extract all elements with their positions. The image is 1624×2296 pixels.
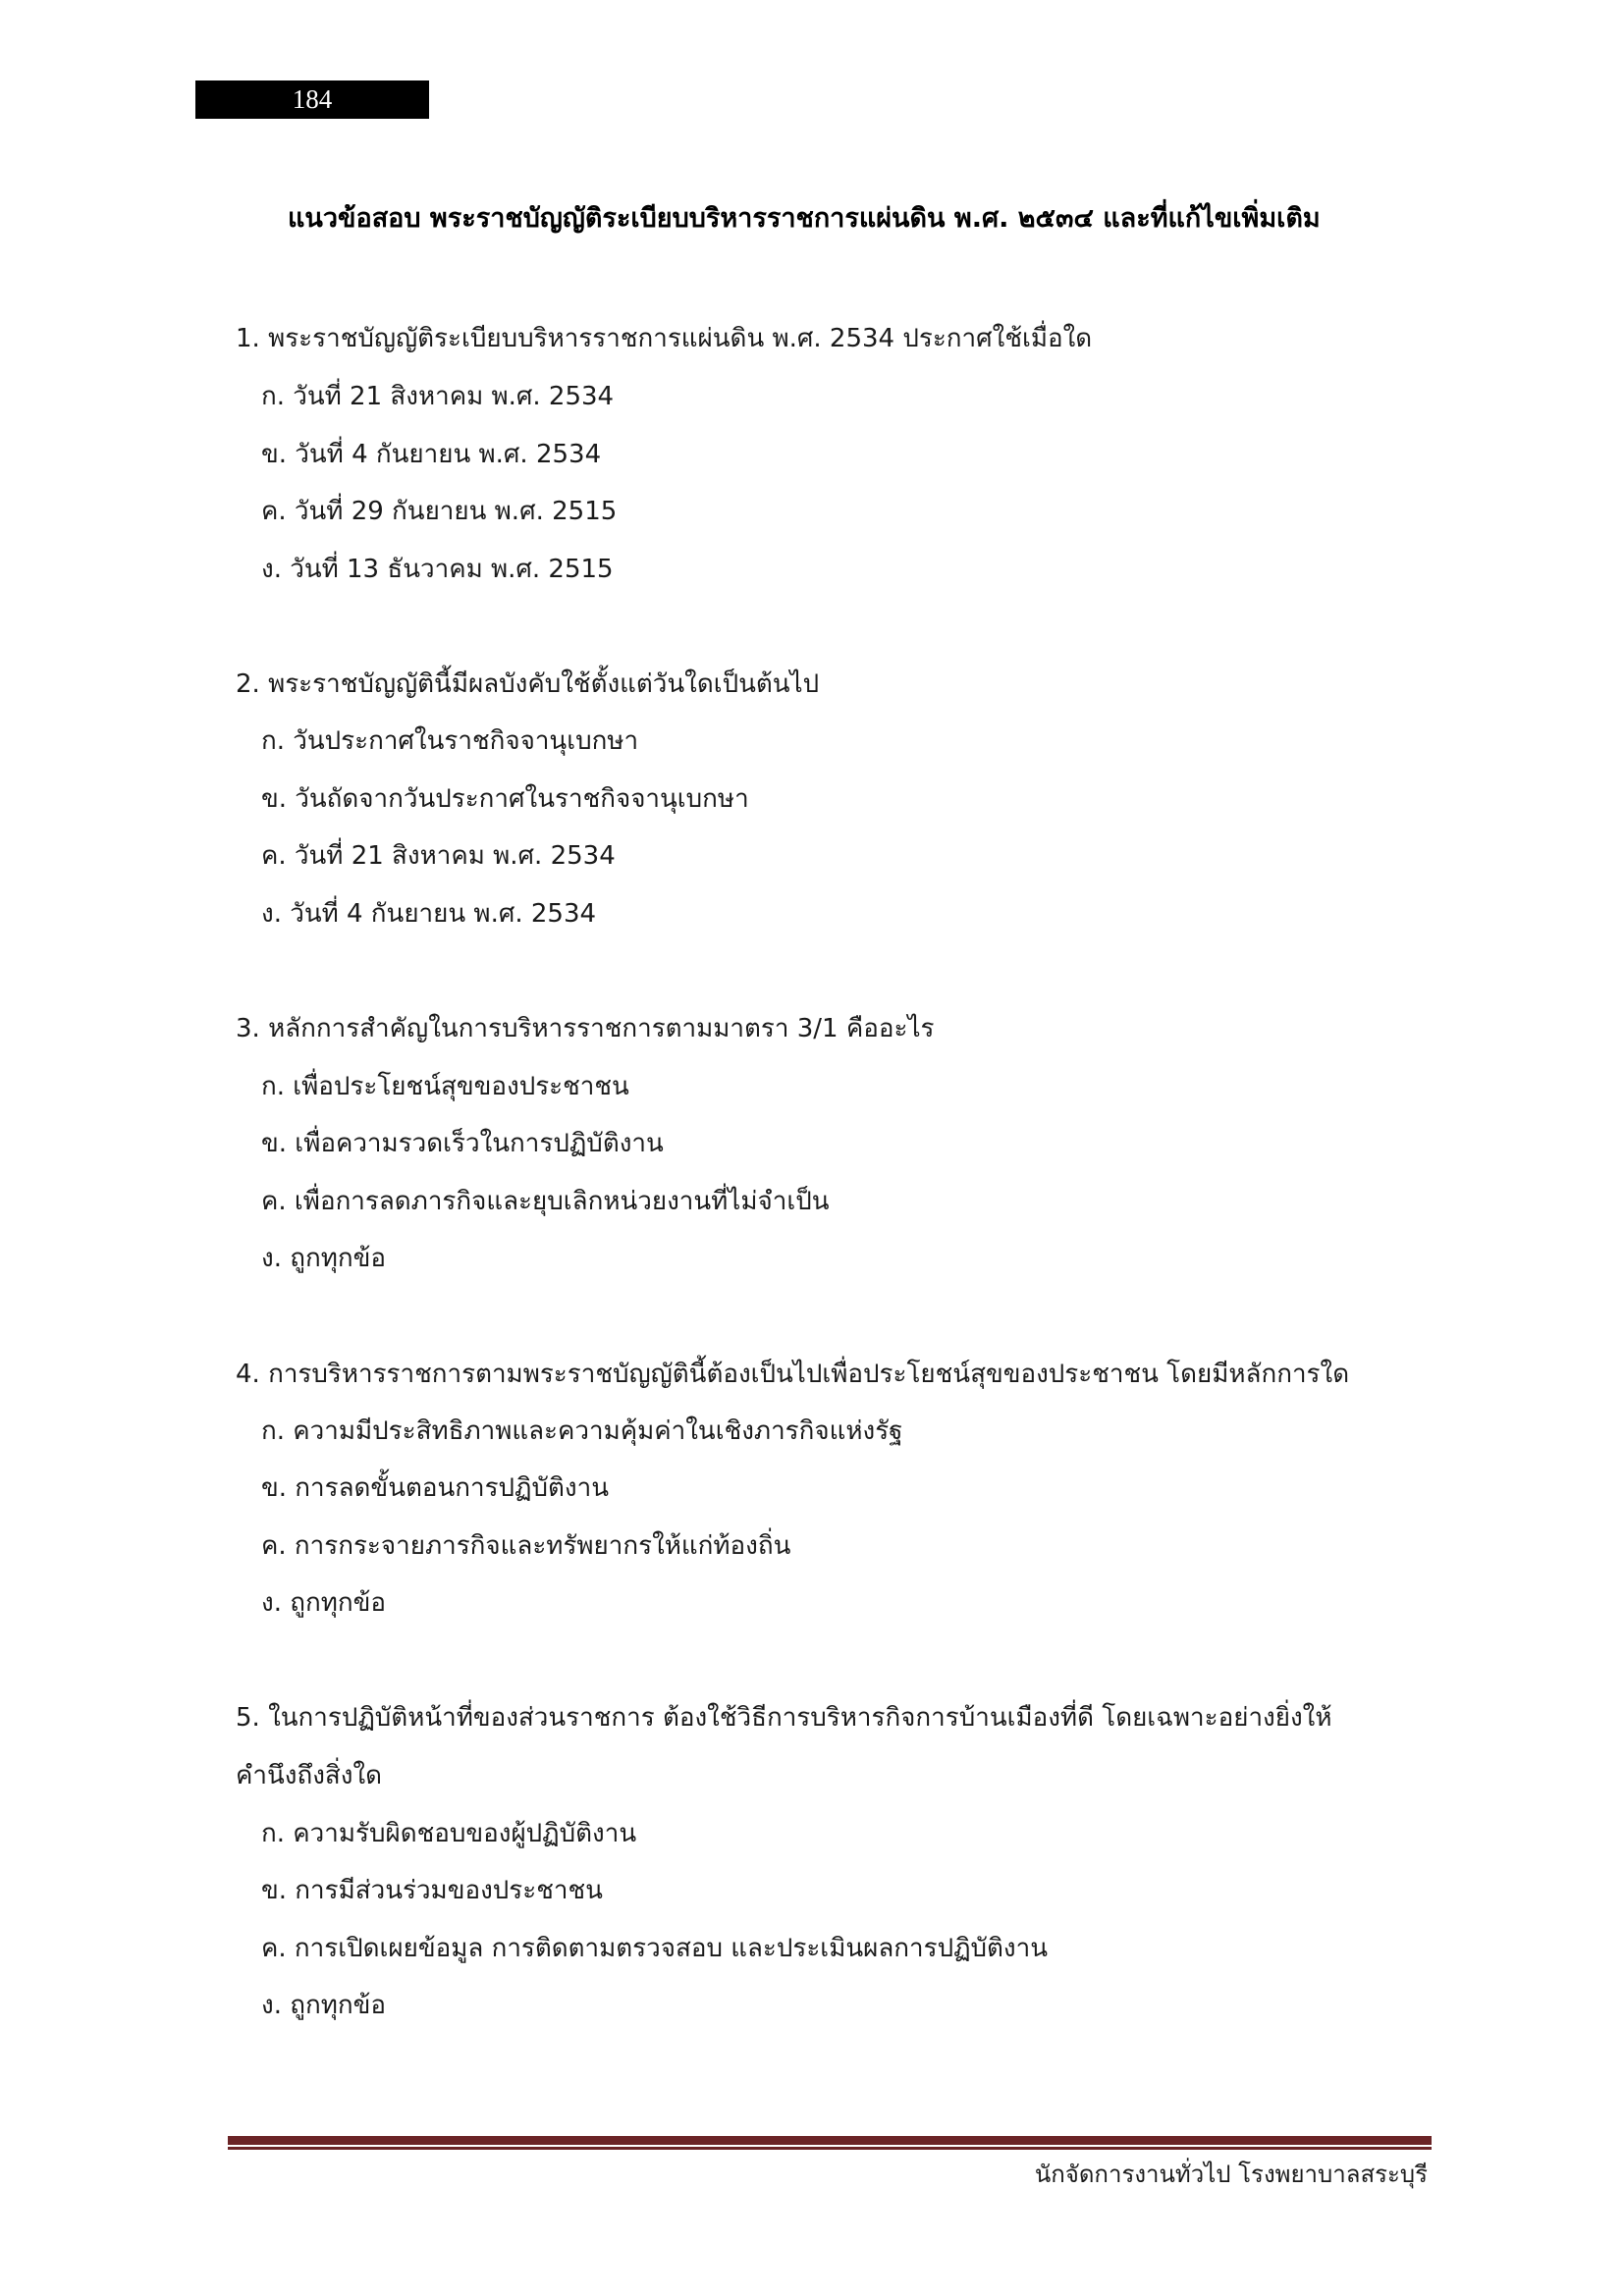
question-3: 3. หลักการสำคัญในการบริหารราชการตามมาตรา 3/1 คืออะไร — [236, 1014, 935, 1043]
question-5-option-a: ก. ความรับผิดชอบของผู้ปฏิบัติงาน — [261, 1819, 637, 1848]
question-5: 5. ในการปฏิบัติหน้าที่ของส่วนราชการ ต้องใช้วิธีการบริหารกิจการบ้านเมืองที่ดี โดยเฉพาะอย่างยิ่งให้ — [236, 1703, 1332, 1733]
question-4: 4. การบริหารราชการตามพระราชบัญญัตินี้ต้องเป็นไปเพื่อประโยชน์สุขของประชาชน โดยมีหลักการใด — [236, 1360, 1350, 1389]
document-title: แนวข้อสอบ พระราชบัญญัติระเบียบบริหารราชการแผ่นดิน พ.ศ. ๒๕๓๔ และที่แก้ไขเพิ่มเติม — [288, 203, 1321, 234]
question-3-option-a: ก. เพื่อประโยชน์สุขของประชาชน — [261, 1072, 629, 1101]
question-1-option-a: ก. วันที่ 21 สิงหาคม พ.ศ. 2534 — [261, 382, 615, 411]
question-5-continued: คำนึงถึงสิ่งใด — [236, 1761, 383, 1790]
question-1-option-d: ง. วันที่ 13 ธันวาคม พ.ศ. 2515 — [261, 555, 614, 584]
question-5-option-b: ข. การมีส่วนร่วมของประชาชน — [261, 1876, 603, 1905]
page-number-badge: 184 — [195, 80, 429, 119]
question-2-option-d: ง. วันที่ 4 กันยายน พ.ศ. 2534 — [261, 899, 597, 929]
footer-text: นักจัดการงานทั่วไป โรงพยาบาลสระบุรี — [1034, 2161, 1428, 2188]
question-3-option-b: ข. เพื่อความรวดเร็วในการปฏิบัติงาน — [261, 1129, 664, 1158]
question-4-option-b: ข. การลดขั้นตอนการปฏิบัติงาน — [261, 1473, 609, 1503]
question-5-option-c: ค. การเปิดเผยข้อมูล การติดตามตรวจสอบ และประเมินผลการปฏิบัติงาน — [261, 1934, 1048, 1963]
question-1-option-c: ค. วันที่ 29 กันยายน พ.ศ. 2515 — [261, 497, 618, 526]
question-4-option-a: ก. ความมีประสิทธิภาพและความคุ้มค่าในเชิงภารกิจแห่งรัฐ — [261, 1416, 903, 1446]
question-2-option-c: ค. วันที่ 21 สิงหาคม พ.ศ. 2534 — [261, 841, 616, 871]
question-3-option-c: ค. เพื่อการลดภารกิจและยุบเลิกหน่วยงานที่ไม่จำเป็น — [261, 1187, 830, 1216]
question-3-option-d: ง. ถูกทุกข้อ — [261, 1244, 386, 1273]
footer-rule-thin — [228, 2147, 1432, 2150]
question-4-option-c: ค. การกระจายภารกิจและทรัพยากรให้แก่ท้องถิ่น — [261, 1531, 791, 1561]
question-1: 1. พระราชบัญญัติระเบียบบริหารราชการแผ่นดิน พ.ศ. 2534 ประกาศใช้เมื่อใด — [236, 324, 1093, 353]
footer-rule-thick — [228, 2136, 1432, 2145]
question-4-option-d: ง. ถูกทุกข้อ — [261, 1588, 386, 1618]
question-2-option-b: ข. วันถัดจากวันประกาศในราชกิจจานุเบกษา — [261, 784, 749, 814]
question-2-option-a: ก. วันประกาศในราชกิจจานุเบกษา — [261, 726, 639, 756]
question-1-option-b: ข. วันที่ 4 กันยายน พ.ศ. 2534 — [261, 440, 602, 469]
question-2: 2. พระราชบัญญัตินี้มีผลบังคับใช้ตั้งแต่วันใดเป็นต้นไป — [236, 669, 820, 699]
question-5-option-d: ง. ถูกทุกข้อ — [261, 1991, 386, 2020]
